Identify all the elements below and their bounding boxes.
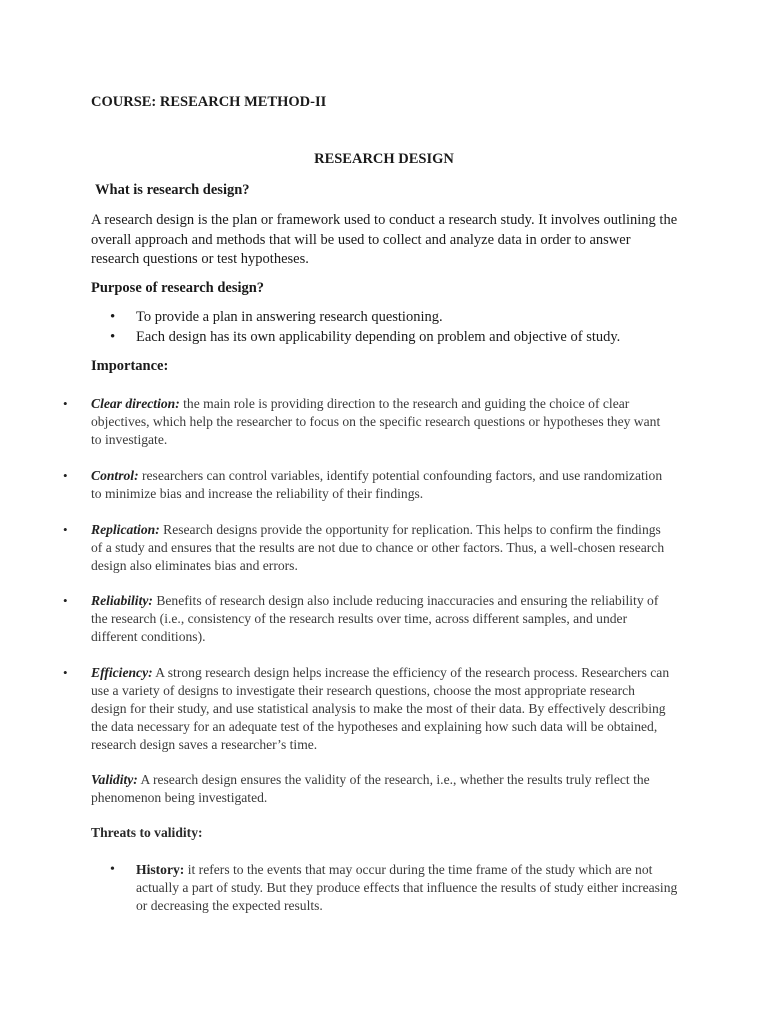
- importance-text: Research designs provide the opportunity for replication. This helps to confirm the findings of a study and ensures that the results are not due to chance or other factors. Thus, a well-chosen research design also eliminates bias and errors.: [91, 522, 665, 573]
- importance-item-efficiency: [63, 664, 673, 754]
- document-title: RESEARCH DESIGN: [314, 151, 454, 167]
- importance-term: Efficiency:: [91, 665, 153, 680]
- threat-term: History:: [136, 862, 185, 877]
- bullet-icon: •: [110, 328, 116, 345]
- intro-paragraph: A research design is the plan or framework used to conduct a research study. It involves outlining the overall approach and methods that will be used to collect and analyze data in order to answer research questions or test hypotheses.: [91, 212, 678, 267]
- list-item: [110, 328, 690, 348]
- validity-text: A research design ensures the validity of the research, i.e., whether the results truly reflect the phenomenon being investigated.: [91, 772, 650, 805]
- importance-term: Clear direction:: [91, 396, 180, 411]
- bullet-icon: •: [63, 396, 68, 411]
- list-item: [110, 308, 690, 328]
- course-heading: COURSE: RESEARCH METHOD-II: [91, 94, 327, 110]
- validity-paragraph: [91, 771, 671, 807]
- bullet-icon: •: [63, 593, 68, 608]
- list-item: [110, 861, 680, 915]
- bullet-icon: •: [63, 468, 68, 483]
- bullet-icon: •: [63, 665, 68, 680]
- importance-heading: Importance:: [91, 358, 169, 374]
- validity-term: Validity:: [91, 772, 138, 787]
- threats-heading: Threats to validity:: [91, 825, 203, 840]
- purpose-list: [110, 308, 690, 347]
- importance-text: the main role is providing direction to the research and guiding the choice of clear objectives, which help the researcher to focus on the specific research questions or hypotheses they want to investigate.: [91, 396, 661, 447]
- threat-text: it refers to the events that may occur during the time frame of the study which are not actually a part of study. But they produce effects that influence the results of study either increasing or decreasing the expected results.: [136, 862, 678, 913]
- purpose-item-text: To provide a plan in answering research questioning.: [136, 309, 443, 325]
- importance-term: Replication:: [91, 522, 160, 537]
- importance-text: researchers can control variables, identify potential confounding factors, and use randomization to minimize bias and increase the reliability of their findings.: [91, 468, 663, 501]
- bullet-icon: •: [110, 862, 115, 877]
- what-is-heading: What is research design?: [95, 182, 250, 198]
- importance-term: Reliability:: [91, 593, 153, 608]
- importance-term: Control:: [91, 468, 139, 483]
- importance-item-clear-direction: [63, 395, 673, 449]
- bullet-icon: •: [110, 309, 116, 325]
- importance-text: Benefits of research design also include reducing inaccuracies and ensuring the reliability of the research (i.e., consistency of the research results over time, across different samples, and under different conditions).: [91, 593, 659, 644]
- importance-item-replication: [63, 521, 673, 575]
- bullet-icon: •: [63, 522, 68, 537]
- purpose-heading: Purpose of research design?: [91, 280, 265, 296]
- purpose-item-text: Each design has its own applicability depending on problem and objective of study.: [136, 328, 621, 345]
- importance-text: A strong research design helps increase the efficiency of the research process. Researchers can use a variety of designs to investigate their research questions, choose the most appropriate research design for their study, and use statistical analysis to make the most of their data. By effectively describing the data necessary for an adequate test of the hypotheses and explaining how such data will be obtained, research design saves a researcher’s time.: [91, 665, 670, 752]
- importance-item-control: [63, 467, 673, 503]
- importance-item-reliability: [63, 592, 673, 646]
- threats-list: [110, 861, 680, 915]
